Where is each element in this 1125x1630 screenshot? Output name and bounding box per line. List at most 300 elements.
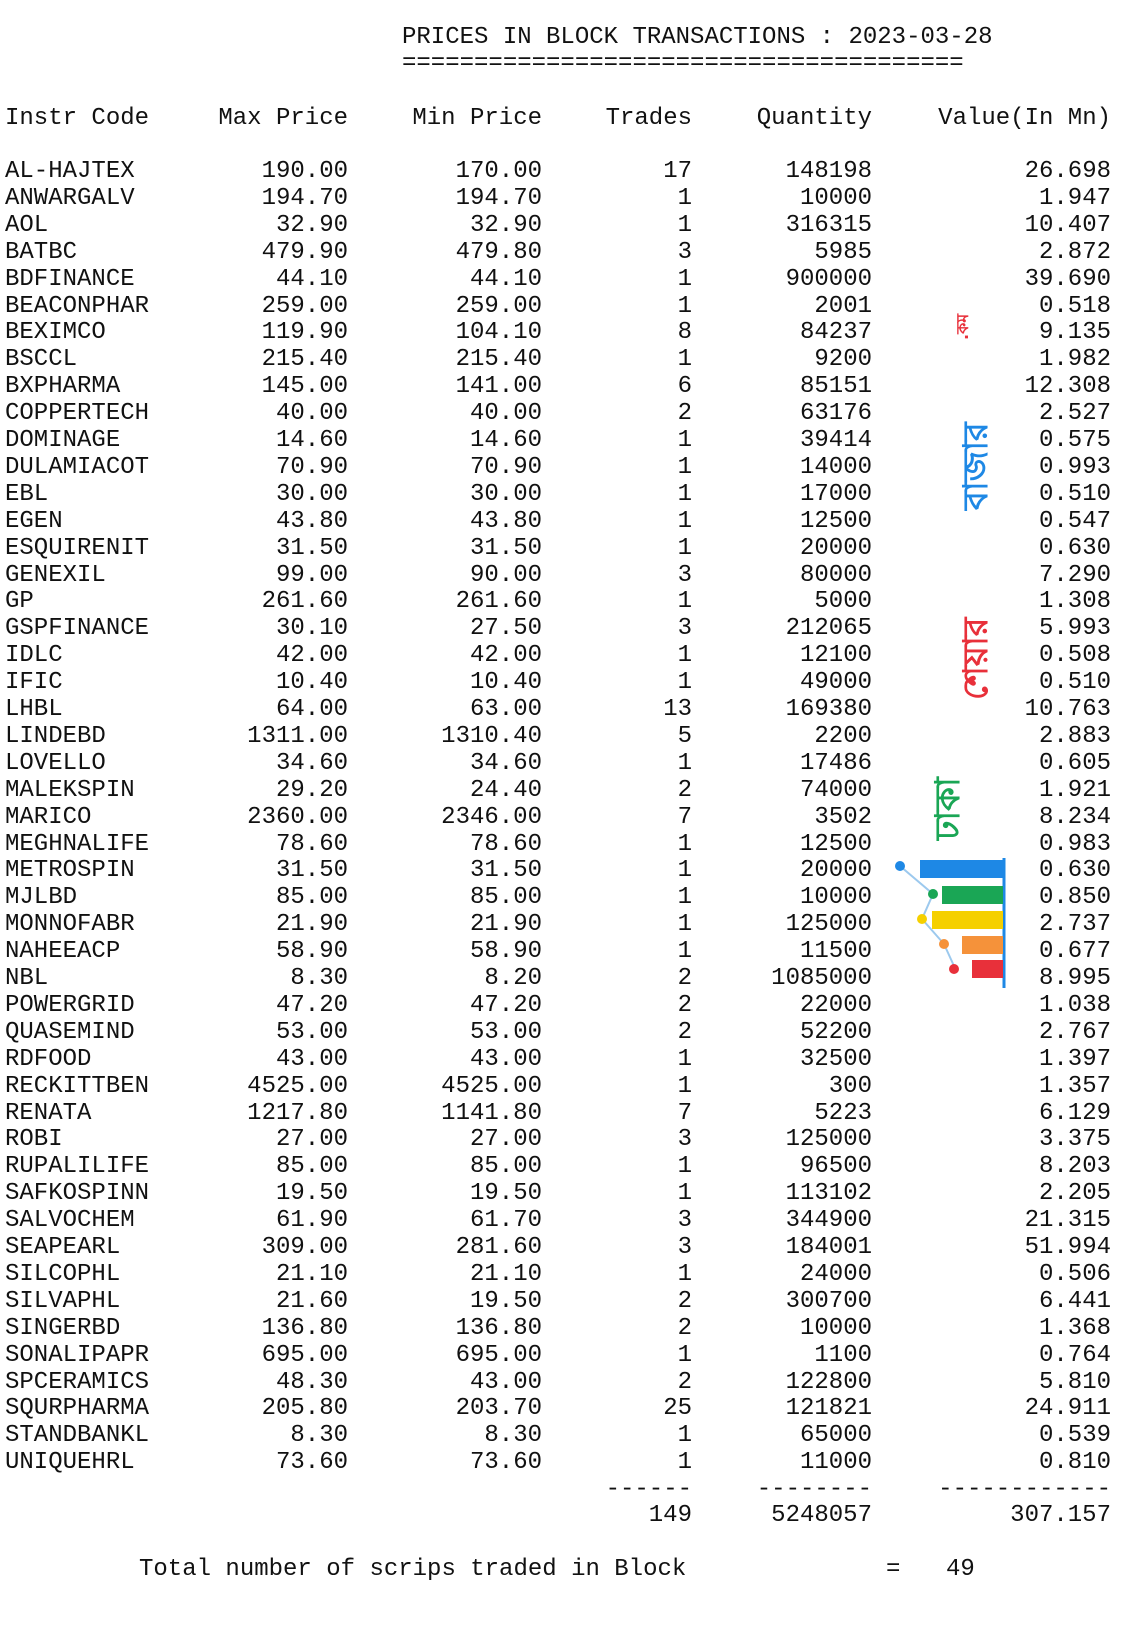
cell-trades: 1 — [677, 1422, 692, 1450]
cell-trades: 2 — [677, 1314, 692, 1342]
cell-trades: 7 — [677, 1099, 692, 1127]
cell-quantity: 80000 — [799, 561, 872, 589]
cell-value: 10.763 — [1024, 696, 1111, 723]
cell-max-price: 4525.00 — [247, 1072, 348, 1100]
cell-value: 6.129 — [1038, 1099, 1111, 1127]
cell-quantity: 121821 — [785, 1395, 872, 1423]
cell-value: 8.995 — [1038, 965, 1111, 992]
cell-trades: 8 — [677, 319, 692, 347]
cell-instr-code: EGEN — [5, 507, 63, 535]
cell-instr-code: SQURPHARMA — [5, 1395, 150, 1423]
table-row — [0, 158, 1125, 185]
cell-quantity: 5000 — [814, 588, 872, 616]
table-row — [0, 535, 1125, 562]
cell-max-price: 30.10 — [275, 615, 348, 643]
cell-value: 1.397 — [1038, 1045, 1111, 1073]
cell-max-price: 27.00 — [275, 1126, 348, 1154]
cell-max-price: 70.90 — [275, 453, 348, 481]
cell-trades: 1 — [677, 211, 692, 239]
cell-min-price: 21.10 — [469, 1260, 542, 1288]
cell-trades: 6 — [677, 373, 692, 401]
cell-max-price: 1217.80 — [247, 1099, 348, 1127]
cell-quantity: 184001 — [785, 1234, 872, 1261]
cell-quantity: 52200 — [799, 1018, 872, 1046]
cell-value: 1.982 — [1038, 346, 1111, 374]
cell-value: 0.810 — [1038, 1449, 1111, 1477]
table-row — [0, 1261, 1125, 1288]
table-row — [0, 481, 1125, 508]
cell-instr-code: ANWARGALV — [5, 184, 135, 212]
cell-trades: 7 — [677, 803, 692, 831]
cell-quantity: 17486 — [799, 749, 872, 777]
cell-trades: 1 — [677, 830, 692, 858]
cell-min-price: 31.50 — [469, 857, 542, 885]
cell-value: 0.630 — [1038, 857, 1111, 885]
cell-max-price: 29.20 — [275, 776, 348, 804]
cell-quantity: 10000 — [799, 184, 872, 212]
cell-value: 2.737 — [1038, 911, 1111, 939]
cell-quantity: 39414 — [799, 427, 872, 454]
cell-trades: 1 — [677, 884, 692, 912]
cell-trades: 1 — [677, 265, 692, 293]
cell-quantity: 22000 — [799, 991, 872, 1019]
cell-min-price: 281.60 — [455, 1234, 542, 1261]
cell-instr-code: ROBI — [5, 1126, 63, 1154]
cell-max-price: 2360.00 — [247, 803, 348, 831]
cell-quantity: 9200 — [814, 346, 872, 374]
cell-trades: 5 — [677, 722, 692, 750]
table-row — [0, 266, 1125, 293]
cell-min-price: 47.20 — [469, 991, 542, 1019]
cell-trades: 1 — [677, 669, 692, 697]
cell-min-price: 695.00 — [455, 1341, 542, 1369]
cell-trades: 1 — [677, 1045, 692, 1073]
table-row — [0, 293, 1125, 320]
cell-instr-code: LOVELLO — [5, 749, 106, 777]
cell-quantity: 148198 — [785, 158, 872, 185]
cell-max-price: 8.30 — [290, 965, 348, 992]
cell-quantity: 125000 — [785, 911, 872, 939]
cell-trades: 1 — [677, 1072, 692, 1100]
title-underline: ======================================= — [402, 50, 964, 77]
cell-trades: 1 — [677, 1153, 692, 1181]
cell-min-price: 136.80 — [455, 1314, 542, 1342]
table-row — [0, 319, 1125, 346]
cell-quantity: 900000 — [785, 265, 872, 293]
cell-quantity: 85151 — [799, 373, 872, 401]
cell-value: 8.203 — [1038, 1153, 1111, 1181]
cell-trades: 25 — [663, 1395, 692, 1423]
cell-instr-code: DULAMIACOT — [5, 453, 150, 481]
cell-min-price: 8.30 — [484, 1422, 542, 1450]
cell-max-price: 78.60 — [275, 830, 348, 858]
table-row — [0, 857, 1125, 884]
cell-trades: 1 — [677, 507, 692, 535]
cell-max-price: 215.40 — [261, 346, 348, 374]
table-row — [0, 562, 1125, 589]
cell-instr-code: BDFINANCE — [5, 265, 135, 293]
header-quantity: Quantity — [756, 105, 872, 132]
header-value: Value(In Mn) — [938, 105, 1111, 132]
cell-value: 10.407 — [1024, 211, 1111, 239]
cell-instr-code: AL-HAJTEX — [5, 158, 135, 185]
cell-min-price: 259.00 — [455, 292, 542, 320]
table-row — [0, 696, 1125, 723]
cell-instr-code: BXPHARMA — [5, 373, 121, 401]
cell-value: 0.518 — [1038, 292, 1111, 320]
cell-value: 2.205 — [1038, 1180, 1111, 1208]
cell-min-price: 90.00 — [469, 561, 542, 589]
header-min-price: Min Price — [412, 105, 542, 132]
cell-quantity: 20000 — [799, 857, 872, 885]
cell-value: 0.506 — [1038, 1260, 1111, 1288]
cell-trades: 3 — [677, 1126, 692, 1154]
cell-trades: 3 — [677, 615, 692, 643]
cell-trades: 1 — [677, 534, 692, 562]
cell-value: 0.630 — [1038, 534, 1111, 562]
cell-quantity: 344900 — [785, 1207, 872, 1235]
cell-max-price: 21.90 — [275, 911, 348, 939]
cell-value: 51.994 — [1024, 1234, 1111, 1261]
cell-trades: 1 — [677, 857, 692, 885]
cell-max-price: 85.00 — [275, 884, 348, 912]
table-row — [0, 454, 1125, 481]
cell-quantity: 1100 — [814, 1341, 872, 1369]
cell-min-price: 10.40 — [469, 669, 542, 697]
cell-max-price: 136.80 — [261, 1314, 348, 1342]
cell-value: 21.315 — [1024, 1207, 1111, 1235]
cell-max-price: 43.00 — [275, 1045, 348, 1073]
quantity-dashes: -------- — [756, 1476, 872, 1503]
cell-max-price: 73.60 — [275, 1449, 348, 1477]
cell-value: 0.764 — [1038, 1341, 1111, 1369]
cell-trades: 1 — [677, 749, 692, 777]
total-value: 307.157 — [1010, 1502, 1111, 1529]
cell-quantity: 5985 — [814, 238, 872, 266]
cell-quantity: 316315 — [785, 211, 872, 239]
cell-instr-code: METROSPIN — [5, 857, 135, 885]
cell-max-price: 10.40 — [275, 669, 348, 697]
cell-max-price: 21.10 — [275, 1260, 348, 1288]
cell-instr-code: POWERGRID — [5, 991, 135, 1019]
cell-instr-code: GP — [5, 588, 34, 616]
cell-instr-code: SAFKOSPINN — [5, 1180, 150, 1208]
header-max-price: Max Price — [218, 105, 348, 132]
cell-quantity: 63176 — [799, 400, 872, 428]
cell-max-price: 14.60 — [275, 427, 348, 454]
cell-value: 0.983 — [1038, 830, 1111, 858]
cell-instr-code: MONNOFABR — [5, 911, 135, 939]
total-trades: 149 — [648, 1502, 692, 1529]
cell-instr-code: LHBL — [5, 696, 63, 723]
cell-min-price: 78.60 — [469, 830, 542, 858]
cell-instr-code: SONALIPAPR — [5, 1341, 150, 1369]
table-row — [0, 938, 1125, 965]
cell-min-price: 14.60 — [469, 427, 542, 454]
cell-min-price: 43.00 — [469, 1045, 542, 1073]
cell-value: 1.038 — [1038, 991, 1111, 1019]
table-row — [0, 508, 1125, 535]
cell-max-price: 8.30 — [290, 1422, 348, 1450]
table-row — [0, 1073, 1125, 1100]
table-row — [0, 373, 1125, 400]
cell-quantity: 122800 — [785, 1368, 872, 1396]
cell-instr-code: QUASEMIND — [5, 1018, 135, 1046]
table-header — [0, 105, 1125, 132]
cell-quantity: 11500 — [799, 938, 872, 966]
cell-trades: 1 — [677, 453, 692, 481]
cell-instr-code: MARICO — [5, 803, 92, 831]
cell-min-price: 24.40 — [469, 776, 542, 804]
cell-instr-code: IFIC — [5, 669, 63, 697]
cell-trades: 1 — [677, 292, 692, 320]
cell-instr-code: SPCERAMICS — [5, 1368, 150, 1396]
table-row — [0, 1342, 1125, 1369]
cell-min-price: 44.10 — [469, 265, 542, 293]
cell-min-price: 104.10 — [455, 319, 542, 347]
table-row — [0, 831, 1125, 858]
cell-instr-code: BEXIMCO — [5, 319, 106, 347]
cell-min-price: 70.90 — [469, 453, 542, 481]
table-row — [0, 239, 1125, 266]
table-row — [0, 1422, 1125, 1449]
cell-max-price: 48.30 — [275, 1368, 348, 1396]
report-title: PRICES IN BLOCK TRANSACTIONS : 2023-03-28 — [402, 24, 993, 51]
cell-max-price: 42.00 — [275, 642, 348, 670]
cell-value: 0.510 — [1038, 480, 1111, 508]
cell-value: 1.308 — [1038, 588, 1111, 616]
cell-instr-code: NBL — [5, 965, 49, 992]
table-row — [0, 212, 1125, 239]
cell-instr-code: STANDBANKL — [5, 1422, 150, 1450]
cell-quantity: 10000 — [799, 884, 872, 912]
cell-min-price: 61.70 — [469, 1207, 542, 1235]
cell-instr-code: GSPFINANCE — [5, 615, 150, 643]
logo-text-blue: বাজার — [956, 422, 996, 510]
cell-max-price: 190.00 — [261, 158, 348, 185]
cell-min-price: 43.80 — [469, 507, 542, 535]
cell-quantity: 2001 — [814, 292, 872, 320]
table-row — [0, 185, 1125, 212]
cell-min-price: 40.00 — [469, 400, 542, 428]
cell-trades: 2 — [677, 400, 692, 428]
cell-instr-code: RDFOOD — [5, 1045, 92, 1073]
cell-quantity: 17000 — [799, 480, 872, 508]
cell-min-price: 27.00 — [469, 1126, 542, 1154]
cell-value: 6.441 — [1038, 1287, 1111, 1315]
cell-min-price: 194.70 — [455, 184, 542, 212]
cell-min-price: 141.00 — [455, 373, 542, 401]
cell-max-price: 479.90 — [261, 238, 348, 266]
cell-min-price: 30.00 — [469, 480, 542, 508]
cell-instr-code: AOL — [5, 211, 49, 239]
logo-text-red: শেয়ার — [956, 617, 996, 700]
cell-min-price: 1310.40 — [441, 722, 542, 750]
cell-trades: 3 — [677, 1207, 692, 1235]
cell-quantity: 32500 — [799, 1045, 872, 1073]
table-row — [0, 750, 1125, 777]
cell-max-price: 58.90 — [275, 938, 348, 966]
cell-quantity: 3502 — [814, 803, 872, 831]
cell-trades: 3 — [677, 561, 692, 589]
cell-max-price: 119.90 — [261, 319, 348, 347]
cell-min-price: 19.50 — [469, 1180, 542, 1208]
table-row — [0, 1207, 1125, 1234]
cell-instr-code: GENEXIL — [5, 561, 106, 589]
cell-max-price: 30.00 — [275, 480, 348, 508]
cell-instr-code: RENATA — [5, 1099, 92, 1127]
table-row — [0, 1369, 1125, 1396]
cell-value: 2.872 — [1038, 238, 1111, 266]
cell-quantity: 2200 — [814, 722, 872, 750]
cell-quantity: 10000 — [799, 1314, 872, 1342]
cell-quantity: 11000 — [799, 1449, 872, 1477]
cell-quantity: 96500 — [799, 1153, 872, 1181]
cell-max-price: 43.80 — [275, 507, 348, 535]
cell-instr-code: LINDEBD — [5, 722, 106, 750]
cell-max-price: 40.00 — [275, 400, 348, 428]
cell-min-price: 203.70 — [455, 1395, 542, 1423]
table-row — [0, 669, 1125, 696]
cell-value: 1.947 — [1038, 184, 1111, 212]
cell-max-price: 194.70 — [261, 184, 348, 212]
cell-value: 8.234 — [1038, 803, 1111, 831]
cell-value: 1.921 — [1038, 776, 1111, 804]
cell-instr-code: EBL — [5, 480, 49, 508]
logo-text-suffix: .কম — [953, 313, 972, 340]
cell-max-price: 85.00 — [275, 1153, 348, 1181]
cell-value: 0.547 — [1038, 507, 1111, 535]
cell-trades: 2 — [677, 965, 692, 992]
cell-quantity: 1085000 — [771, 965, 872, 992]
cell-instr-code: UNIQUEHRL — [5, 1449, 135, 1477]
table-row — [0, 1315, 1125, 1342]
cell-instr-code: SALVOCHEM — [5, 1207, 135, 1235]
table-row — [0, 1395, 1125, 1422]
table-row — [0, 642, 1125, 669]
cell-quantity: 14000 — [799, 453, 872, 481]
cell-value: 3.375 — [1038, 1126, 1111, 1154]
cell-trades: 1 — [677, 642, 692, 670]
cell-max-price: 205.80 — [261, 1395, 348, 1423]
table-row — [0, 911, 1125, 938]
cell-min-price: 4525.00 — [441, 1072, 542, 1100]
cell-max-price: 145.00 — [261, 373, 348, 401]
cell-min-price: 42.00 — [469, 642, 542, 670]
cell-instr-code: MEGHNALIFE — [5, 830, 150, 858]
cell-value: 0.605 — [1038, 749, 1111, 777]
cell-quantity: 12500 — [799, 830, 872, 858]
cell-max-price: 31.50 — [275, 857, 348, 885]
table-row — [0, 615, 1125, 642]
cell-value: 0.993 — [1038, 453, 1111, 481]
total-quantity: 5248057 — [771, 1502, 872, 1529]
table-row — [0, 777, 1125, 804]
cell-value: 0.575 — [1038, 427, 1111, 454]
logo-text-green: ঢাকা — [928, 777, 968, 840]
cell-quantity: 12100 — [799, 642, 872, 670]
cell-trades: 1 — [677, 1180, 692, 1208]
cell-min-price: 34.60 — [469, 749, 542, 777]
cell-value: 39.690 — [1024, 265, 1111, 293]
cell-trades: 3 — [677, 238, 692, 266]
trades-dashes: ------ — [605, 1476, 692, 1503]
cell-max-price: 31.50 — [275, 534, 348, 562]
cell-min-price: 85.00 — [469, 884, 542, 912]
footer-count: 49 — [946, 1556, 975, 1583]
cell-quantity: 212065 — [785, 615, 872, 643]
table-row — [0, 723, 1125, 750]
cell-value: 2.767 — [1038, 1018, 1111, 1046]
cell-max-price: 695.00 — [261, 1341, 348, 1369]
cell-trades: 2 — [677, 1368, 692, 1396]
cell-trades: 2 — [677, 776, 692, 804]
cell-min-price: 21.90 — [469, 911, 542, 939]
cell-value: 0.510 — [1038, 669, 1111, 697]
cell-instr-code: DOMINAGE — [5, 427, 121, 454]
cell-trades: 1 — [677, 427, 692, 454]
cell-min-price: 479.80 — [455, 238, 542, 266]
cell-min-price: 32.90 — [469, 211, 542, 239]
table-row — [0, 1100, 1125, 1127]
cell-trades: 2 — [677, 1018, 692, 1046]
cell-min-price: 215.40 — [455, 346, 542, 374]
cell-max-price: 61.90 — [275, 1207, 348, 1235]
cell-max-price: 53.00 — [275, 1018, 348, 1046]
cell-trades: 2 — [677, 1287, 692, 1315]
cell-quantity: 300 — [828, 1072, 872, 1100]
cell-value: 2.527 — [1038, 400, 1111, 428]
cell-max-price: 261.60 — [261, 588, 348, 616]
cell-quantity: 49000 — [799, 669, 872, 697]
cell-max-price: 21.60 — [275, 1287, 348, 1315]
cell-max-price: 34.60 — [275, 749, 348, 777]
cell-instr-code: MALEKSPIN — [5, 776, 135, 804]
cell-trades: 1 — [677, 184, 692, 212]
cell-trades: 13 — [663, 696, 692, 723]
table-row — [0, 1153, 1125, 1180]
value-dashes: ------------ — [938, 1476, 1111, 1503]
table-row — [0, 992, 1125, 1019]
cell-min-price: 58.90 — [469, 938, 542, 966]
cell-instr-code: SILVAPHL — [5, 1287, 121, 1315]
table-row — [0, 1126, 1125, 1153]
cell-value: 5.810 — [1038, 1368, 1111, 1396]
cell-max-price: 44.10 — [275, 265, 348, 293]
table-row — [0, 1449, 1125, 1476]
cell-min-price: 43.00 — [469, 1368, 542, 1396]
cell-instr-code: RECKITTBEN — [5, 1072, 150, 1100]
cell-instr-code: ESQUIRENIT — [5, 534, 150, 562]
table-row — [0, 400, 1125, 427]
cell-max-price: 19.50 — [275, 1180, 348, 1208]
cell-trades: 1 — [677, 480, 692, 508]
cell-max-price: 64.00 — [275, 696, 348, 723]
cell-value: 24.911 — [1024, 1395, 1111, 1423]
cell-value: 26.698 — [1024, 158, 1111, 185]
table-row — [0, 346, 1125, 373]
cell-quantity: 20000 — [799, 534, 872, 562]
cell-min-price: 27.50 — [469, 615, 542, 643]
cell-value: 9.135 — [1038, 319, 1111, 347]
cell-instr-code: SINGERBD — [5, 1314, 121, 1342]
cell-quantity: 125000 — [785, 1126, 872, 1154]
cell-min-price: 8.20 — [484, 965, 542, 992]
cell-instr-code: SILCOPHL — [5, 1260, 121, 1288]
cell-instr-code: BSCCL — [5, 346, 78, 374]
cell-min-price: 170.00 — [455, 158, 542, 185]
cell-min-price: 261.60 — [455, 588, 542, 616]
